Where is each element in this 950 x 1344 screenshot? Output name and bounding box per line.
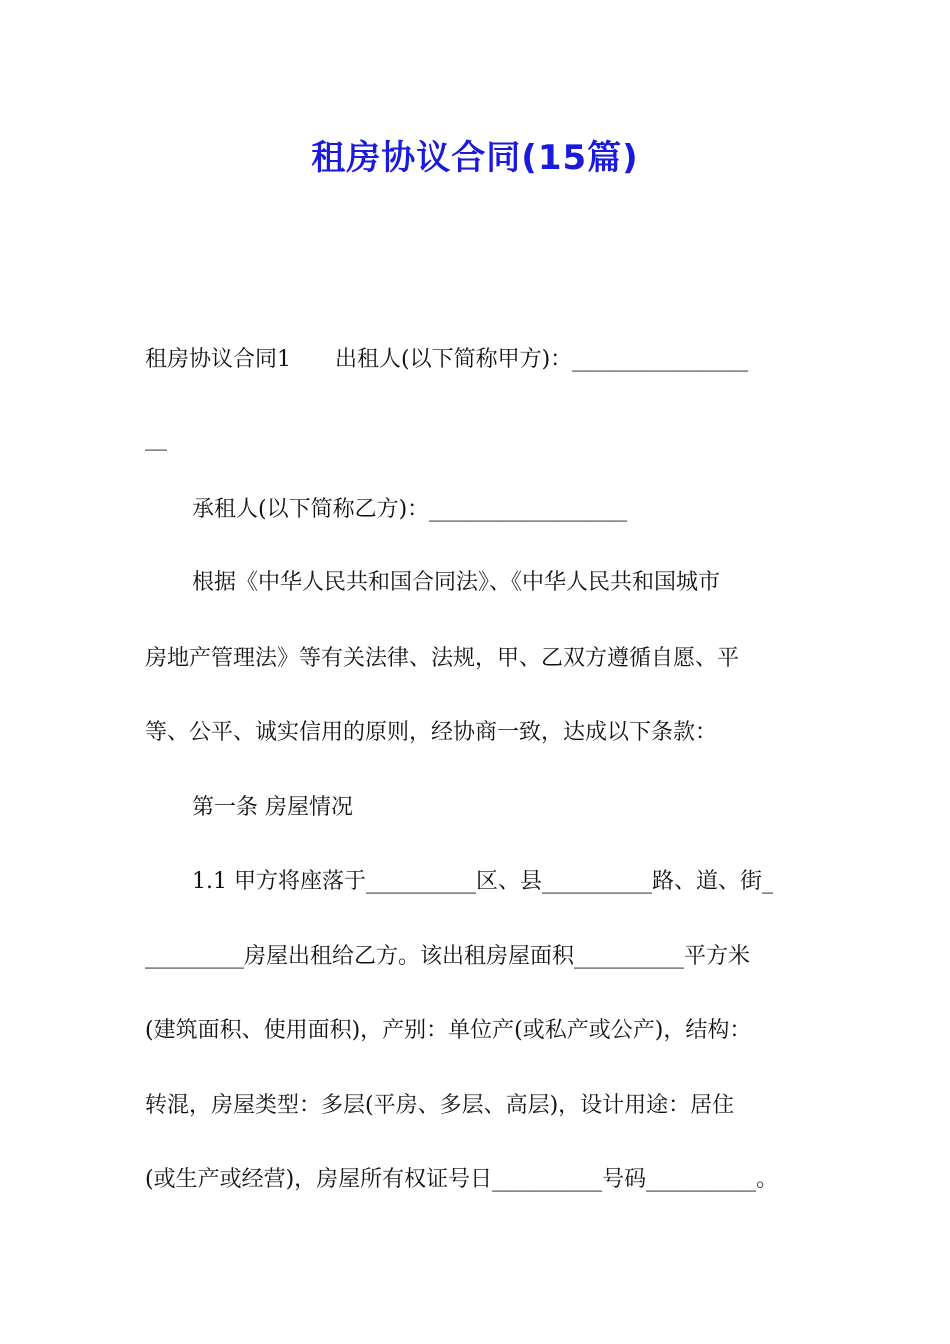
paragraph-line: 等、公平、诚实信用的原则，经协商一致，达成以下条款： bbox=[145, 720, 718, 745]
paragraph-line: 1.1 甲方将座落于__________区、县__________路、道、街_ bbox=[192, 869, 773, 894]
paragraph-line: _________房屋出租给乙方。该出租房屋面积__________平方米 bbox=[145, 944, 751, 969]
paragraph-line: __ bbox=[145, 426, 167, 451]
paragraph-line: (建筑面积、使用面积)，产别：单位产(或私产或公产)，结构： bbox=[145, 1018, 752, 1043]
paragraph-line: 转混，房屋类型：多层(平房、多层、高层)，设计用途：居住 bbox=[145, 1093, 735, 1118]
lessee-field: 承租人(以下简称乙方)：__________________ bbox=[192, 497, 628, 522]
paragraph-line bbox=[145, 344, 835, 376]
contract-number-label: 租房协议合同1 bbox=[145, 347, 291, 372]
section-heading: 第一条 房屋情况 bbox=[192, 795, 353, 820]
lessor-field: 出租人(以下简称甲方)：________________ bbox=[335, 347, 749, 372]
paragraph-line: 房地产管理法》等有关法律、法规，甲、乙双方遵循自愿、平 bbox=[145, 646, 740, 671]
paragraph-line: (或生产或经营)，房屋所有权证号日__________号码__________。 bbox=[145, 1167, 779, 1192]
document-title: 租房协议合同(15篇) bbox=[311, 138, 639, 178]
paragraph-line: 根据《中华人民共和国合同法》、《中华人民共和国城市 bbox=[192, 570, 721, 595]
